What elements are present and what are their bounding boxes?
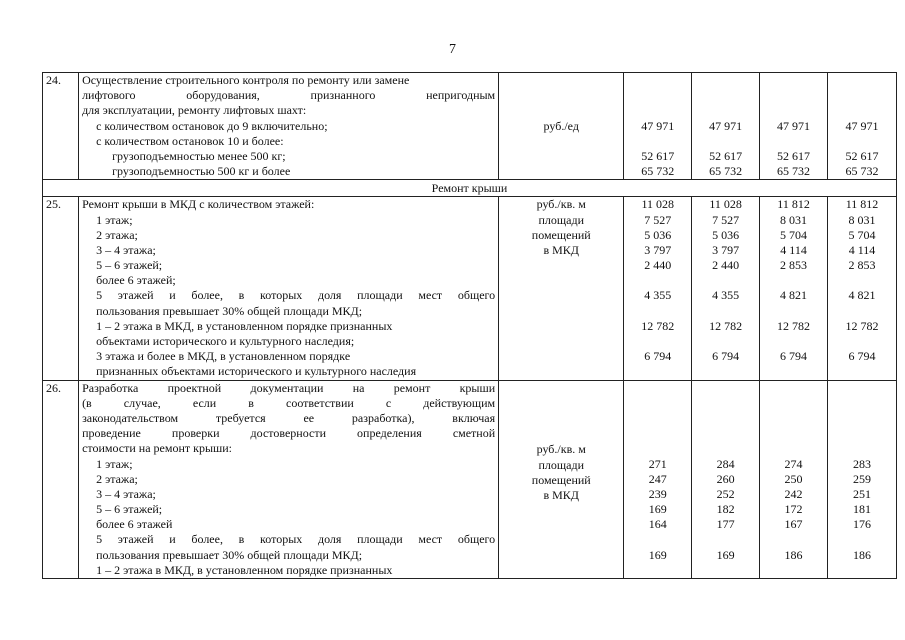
desc-line: более 6 этажей; — [96, 273, 176, 288]
desc-line: 3 – 4 этажа; — [96, 486, 156, 501]
value-cell: 52 617 — [641, 148, 675, 163]
value-cell: 259 — [853, 471, 871, 486]
unit-label: в МКД — [543, 487, 579, 502]
value-cell: 5 704 — [848, 227, 876, 242]
value-cell: 6 794 — [712, 349, 740, 364]
value-cell: 283 — [853, 456, 871, 471]
tariff-table — [42, 72, 897, 579]
value-col-3 — [760, 73, 828, 180]
value-cell: 2 440 — [712, 258, 740, 273]
value-cell: 12 782 — [777, 318, 811, 333]
value-cell: 12 782 — [845, 318, 879, 333]
value-cell: 5 704 — [780, 227, 808, 242]
value-col-3 — [760, 197, 828, 380]
table-row-24 — [43, 73, 897, 180]
desc-line: 3 – 4 этажа; — [96, 242, 156, 257]
table-row-26 — [43, 380, 897, 578]
desc-line: Разработка проектной документации на ремонт крыши — [82, 380, 496, 395]
value-cell: 181 — [853, 502, 871, 517]
value-col-1 — [624, 197, 692, 380]
desc-line: 1 этаж; — [96, 212, 133, 227]
row-description — [79, 380, 499, 578]
value-cell: 169 — [648, 502, 667, 517]
value-col-2 — [692, 73, 760, 180]
desc-line: (в случае, если в соответствии с действующим — [82, 395, 496, 410]
value-col-2 — [692, 380, 760, 578]
value-cell: 65 732 — [709, 164, 743, 179]
unit-label: руб./кв. м — [536, 442, 586, 457]
unit-label: помещений — [531, 227, 591, 242]
value-cell: 186 — [853, 547, 871, 562]
value-cell: 52 617 — [845, 148, 879, 163]
value-cell: 52 617 — [777, 148, 811, 163]
page-number: 7 — [449, 42, 456, 57]
value-cell: 65 732 — [845, 164, 879, 179]
value-cell: 4 114 — [848, 242, 876, 257]
row-description — [79, 73, 499, 180]
desc-line: Ремонт крыши в МКД с количеством этажей: — [82, 197, 315, 212]
row-description — [79, 197, 499, 380]
value-cell: 4 355 — [644, 288, 672, 303]
value-col-3 — [760, 380, 828, 578]
desc-line: более 6 этажей — [96, 517, 173, 532]
desc-line: с количеством остановок 10 и более: — [96, 133, 284, 148]
value-col-4 — [828, 197, 897, 380]
value-cell: 5 036 — [644, 227, 672, 242]
desc-line: проведение проверки достоверности определения сметной — [82, 426, 496, 441]
value-cell: 4 114 — [780, 242, 807, 257]
value-cell: 11 028 — [709, 197, 742, 212]
value-cell: 47 971 — [845, 118, 879, 133]
desc-line: 1 этаж; — [96, 456, 133, 471]
unit-label: в МКД — [543, 242, 579, 257]
desc-line: 3 этажа и более в МКД, в установленном порядке — [96, 349, 351, 364]
section-title: Ремонт крыши — [43, 180, 897, 197]
value-cell: 11 812 — [845, 197, 879, 212]
desc-line: 1 – 2 этажа в МКД, в установленном порядке признанных — [96, 318, 393, 333]
value-col-2 — [692, 197, 760, 380]
value-cell: 8 031 — [780, 212, 808, 227]
value-cell: 7 527 — [712, 212, 740, 227]
desc-line: признанных объектами исторического и культурного наследия — [96, 364, 417, 379]
value-cell: 65 732 — [777, 164, 811, 179]
value-cell: 47 971 — [709, 118, 743, 133]
value-cell: 2 440 — [644, 258, 672, 273]
value-cell: 2 853 — [780, 258, 808, 273]
desc-line: пользования превышает 30% общей площади МКД; — [96, 303, 363, 318]
desc-line: 2 этажа; — [96, 471, 138, 486]
value-cell: 3 797 — [644, 242, 672, 257]
value-cell: 4 821 — [848, 288, 876, 303]
value-cell: 186 — [784, 547, 803, 562]
table-row-25 — [43, 197, 897, 380]
unit-cell — [499, 197, 624, 380]
value-cell: 242 — [784, 486, 803, 501]
unit-label: помещений — [531, 472, 591, 487]
desc-line: 5 – 6 этажей; — [96, 502, 163, 517]
row-number: 25. — [43, 197, 79, 380]
unit-label: площади — [538, 457, 584, 472]
desc-line: 2 этажа; — [96, 227, 138, 242]
value-col-1 — [624, 73, 692, 180]
value-cell: 169 — [648, 547, 667, 562]
value-cell: 239 — [648, 486, 667, 501]
value-cell: 247 — [648, 471, 667, 486]
value-cell: 12 782 — [709, 318, 743, 333]
desc-line: стоимости на ремонт крыши: — [82, 441, 233, 456]
value-cell: 252 — [716, 486, 735, 501]
value-cell: 6 794 — [780, 349, 808, 364]
value-cell: 6 794 — [848, 349, 876, 364]
value-cell: 11 028 — [641, 197, 675, 212]
value-cell: 8 031 — [848, 212, 876, 227]
desc-line: грузоподъемностью менее 500 кг; — [112, 148, 286, 163]
value-cell: 3 797 — [712, 242, 740, 257]
desc-line: Осуществление строительного контроля по ремонту или замене — [82, 73, 410, 87]
row-number: 24. — [43, 73, 79, 180]
value-cell: 172 — [784, 502, 803, 517]
value-cell: 4 821 — [780, 288, 808, 303]
desc-line: законодательством требуется ее разработка), включая — [82, 410, 496, 425]
unit-label: площади — [538, 212, 584, 227]
unit-cell — [499, 73, 624, 180]
value-cell: 47 971 — [777, 118, 811, 133]
value-cell: 271 — [648, 456, 667, 471]
value-cell: 167 — [784, 517, 803, 532]
desc-line: грузоподъемностью 500 кг и более — [112, 164, 291, 179]
value-cell: 6 794 — [644, 349, 672, 364]
value-cell: 182 — [716, 502, 735, 517]
value-cell: 274 — [784, 456, 803, 471]
value-cell: 65 732 — [641, 164, 675, 179]
value-cell: 164 — [648, 517, 667, 532]
value-col-4 — [828, 73, 897, 180]
value-cell: 4 355 — [712, 288, 740, 303]
value-col-4 — [828, 380, 897, 578]
desc-line: объектами исторического и культурного наследия; — [96, 334, 355, 348]
value-cell: 52 617 — [709, 148, 743, 163]
value-cell: 5 036 — [712, 227, 740, 242]
value-cell: 12 782 — [641, 318, 675, 333]
value-cell: 2 853 — [848, 258, 876, 273]
value-cell: 250 — [784, 471, 803, 486]
value-cell: 11 812 — [777, 197, 810, 212]
value-cell: 47 971 — [641, 118, 675, 133]
desc-line: 5 – 6 этажей; — [96, 258, 163, 273]
desc-line: с количеством остановок до 9 включительно; — [96, 118, 328, 133]
desc-line: пользования превышает 30% общей площади МКД; — [96, 547, 363, 562]
value-col-1 — [624, 380, 692, 578]
value-cell: 284 — [716, 456, 735, 471]
desc-line: лифтового оборудования, признанного непригодным — [82, 88, 496, 103]
desc-line: 1 – 2 этажа в МКД, в установленном порядке признанных — [96, 562, 393, 577]
value-cell: 169 — [716, 547, 735, 562]
unit-label: руб./ед — [543, 118, 579, 133]
value-cell: 260 — [716, 471, 735, 486]
desc-line: для эксплуатации, ремонту лифтовых шахт: — [82, 103, 307, 118]
unit-cell — [499, 380, 624, 578]
value-cell: 251 — [853, 486, 871, 501]
value-cell: 7 527 — [644, 212, 672, 227]
unit-label: руб./кв. м — [536, 197, 586, 212]
row-number: 26. — [43, 380, 79, 578]
desc-line: 5 этажей и более, в которых доля площади мест общего — [96, 288, 496, 303]
value-cell: 176 — [853, 517, 871, 532]
value-cell: 177 — [716, 517, 735, 532]
section-row — [43, 180, 897, 197]
desc-line: 5 этажей и более, в которых доля площади мест общего — [96, 532, 496, 547]
